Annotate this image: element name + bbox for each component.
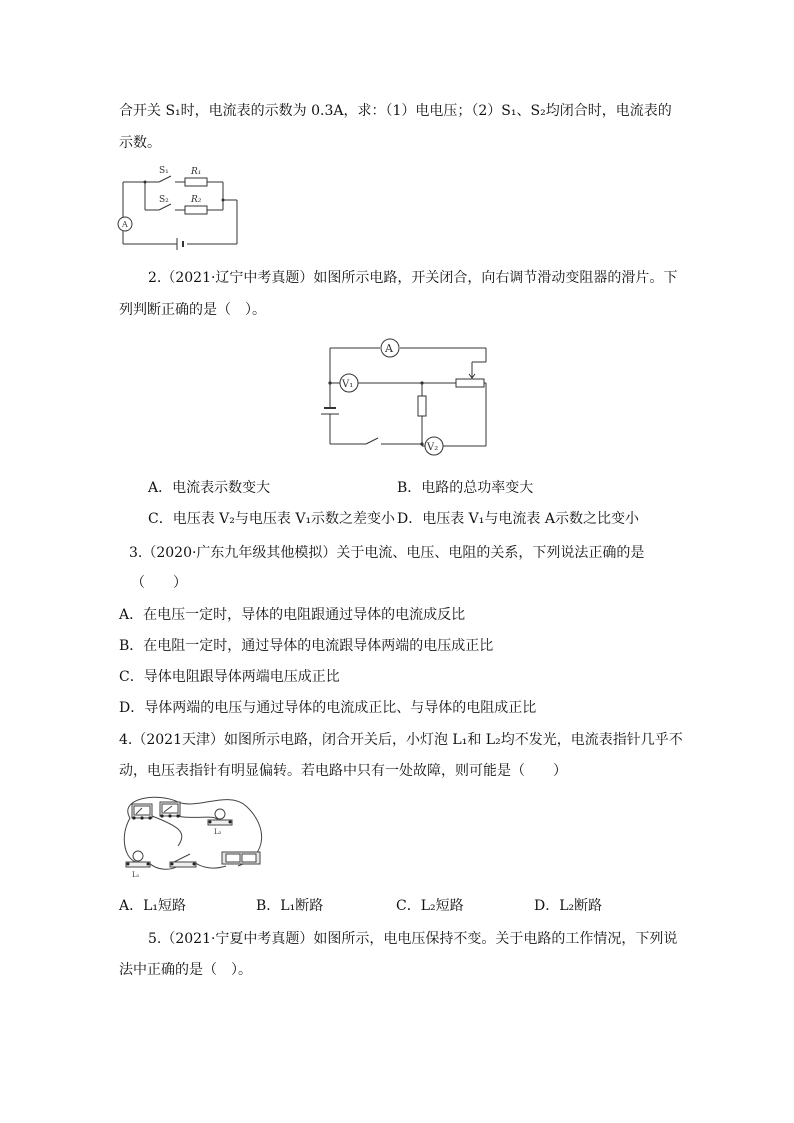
q2-option-d: D．电压表 V₁与电流表 A示数之比变小 xyxy=(397,511,639,527)
q3-option-b: B．在电阻一定时，通过导体的电流跟导体两端的电压成正比 xyxy=(119,638,494,654)
q2-circuit-diagram xyxy=(324,336,494,458)
q1-text-line1: 合开关 S₁时，电流表的示数为 0.3A，求：（1）电电压；（2）S₁、S₂均闭合时，电流表的 xyxy=(119,103,672,119)
q4-option-d: D．L₂断路 xyxy=(534,898,603,914)
q4-physical-circuit-picture xyxy=(118,796,268,880)
q2-text-line2: 列判断正确的是（ ）。 xyxy=(119,302,266,318)
q3-text-line2: （ ） xyxy=(131,575,187,591)
q4-option-a: A．L₁短路 xyxy=(119,898,187,914)
q2-option-c: C．电压表 V₂与电压表 V₁示数之差变小 xyxy=(148,511,396,527)
q4-option-c: C．L₂短路 xyxy=(396,898,464,914)
q2-fig-ammeter-label: A xyxy=(385,342,393,355)
q5-text-line1: 5.（2021·宁夏中考真题）如图所示，电电压保持不变。关于电路的工作情况，下列说 xyxy=(148,931,678,947)
q3-option-a: A．在电压一定时，导体的电阻跟通过导体的电流成反比 xyxy=(119,607,466,623)
q3-option-d: D．导体两端的电压与通过导体的电流成正比、与导体的电阻成正比 xyxy=(119,700,537,716)
q2-fig-v2-label: V₂ xyxy=(427,442,439,453)
q1-fig-s2-label: S₂ xyxy=(159,195,169,205)
q1-fig-r2-label: R₂ xyxy=(191,195,202,205)
q4-text-line2: 动，电压表指针有明显偏转。若电路中只有一处故障，则可能是（ ） xyxy=(119,763,567,779)
q2-text-line1: 2.（2021·辽宁中考真题）如图所示电路，开关闭合，向右调节滑动变阻器的滑片。下 xyxy=(148,270,678,286)
q4-option-b: B．L₁断路 xyxy=(256,898,324,914)
q3-option-c: C．导体电阻跟导体两端电压成正比 xyxy=(119,669,340,685)
q4-fig-l1-label: L₁ xyxy=(132,871,140,879)
q1-circuit-diagram xyxy=(115,162,245,252)
q2-option-b: B．电路的总功率变大 xyxy=(397,480,534,496)
q1-fig-r1-label: R₁ xyxy=(191,167,202,177)
q1-fig-ammeter-label: A xyxy=(122,220,128,229)
q2-option-a: A．电流表示数变大 xyxy=(148,480,271,496)
q4-text-line1: 4.（2021天津）如图所示电路，闭合开关后，小灯泡 L₁和 L₂均不发光，电流表指针几乎不 xyxy=(119,732,683,748)
q2-fig-v1-label: V₁ xyxy=(342,379,354,390)
q1-text-line2: 示数。 xyxy=(119,135,161,151)
q4-fig-l2-label: L₂ xyxy=(214,828,222,836)
q3-text-line1: 3.（2020·广东九年级其他模拟）关于电流、电压、电阻的关系，下列说法正确的是 xyxy=(129,545,645,561)
q1-fig-s1-label: S₁ xyxy=(159,166,169,176)
q5-text-line2: 法中正确的是（ ）。 xyxy=(119,962,252,978)
